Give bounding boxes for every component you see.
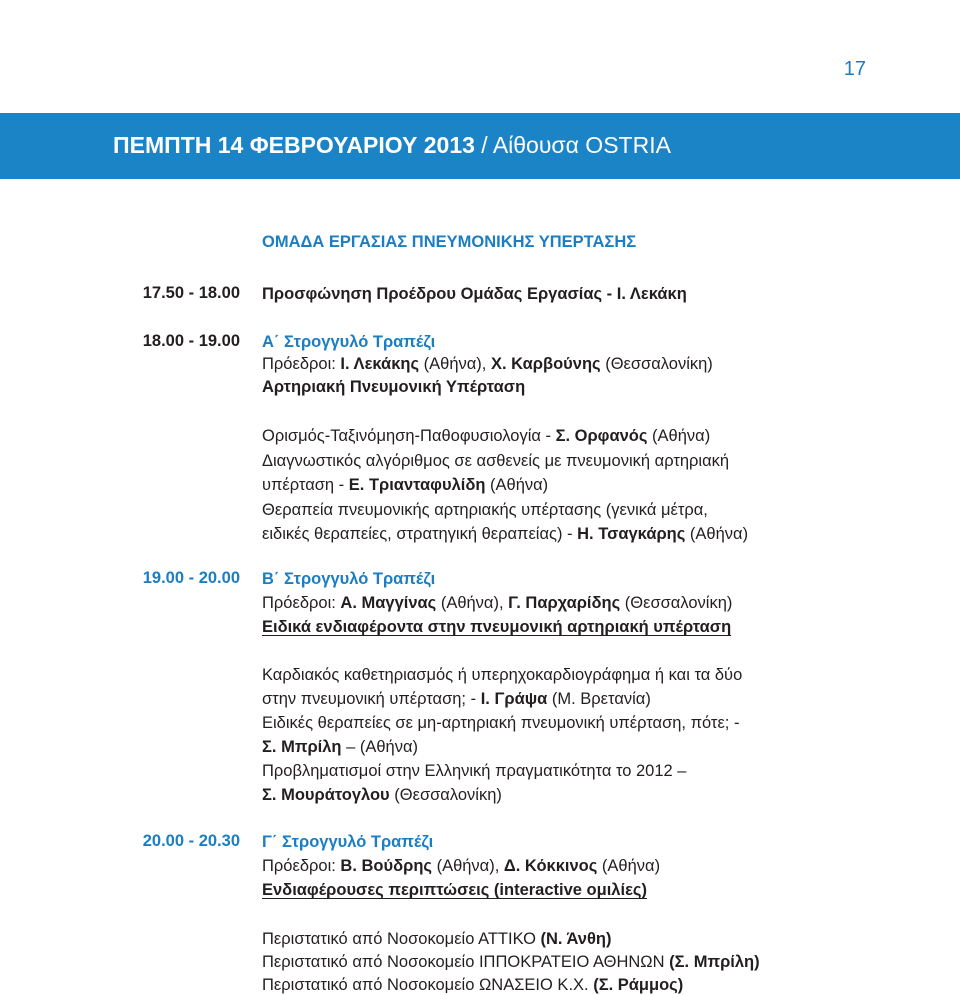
chair-city: (Αθήνα), bbox=[431, 857, 504, 875]
session-3-chairs bbox=[262, 593, 732, 613]
talk-text: ειδικές θεραπείες, στρατηγική θεραπείας) - bbox=[262, 525, 578, 543]
speaker-name: Σ. Ορφανός bbox=[555, 427, 648, 445]
case-line bbox=[262, 929, 611, 949]
talk-text: Ορισμός-Ταξινόμηση-Παθοφυσιολογία - bbox=[262, 427, 556, 445]
speaker-name: Η. Τσαγκάρης bbox=[577, 525, 686, 543]
speaker-city: (Αθήνα) bbox=[685, 525, 749, 543]
session-2-chairs bbox=[262, 354, 713, 374]
talk-text: υπέρταση - bbox=[262, 476, 349, 494]
session-2-title: Α΄ Στρογγυλό Τραπέζι bbox=[262, 333, 436, 351]
session-4-theme: Ενδιαφέρουσες περιπτώσεις (interactive ομιλίες) bbox=[262, 881, 647, 899]
speaker-name: Σ. Μπρίλη bbox=[262, 738, 342, 756]
speaker-name: (Σ. Ράμμος) bbox=[593, 976, 684, 994]
chair-city: (Αθήνα), bbox=[436, 594, 509, 612]
speaker-name: (Σ. Μπρίλη) bbox=[669, 953, 760, 971]
banner-date: ΠΕΜΠΤΗ 14 ΦΕΒΡΟΥΑΡΙΟΥ 2013 bbox=[113, 132, 475, 158]
session-4-time: 20.00 - 20.30 bbox=[142, 832, 240, 850]
chair-name: Α. Μαγγίνας bbox=[340, 594, 437, 612]
talk-line bbox=[262, 689, 651, 709]
session-2-time: 18.00 - 19.00 bbox=[142, 332, 240, 350]
talk-line: Θεραπεία πνευμονικής αρτηριακής υπέρτασης (γενικά μέτρα, bbox=[262, 501, 708, 519]
talk-line bbox=[262, 785, 502, 805]
chairs-label: Πρόεδροι: bbox=[262, 355, 341, 373]
chair-city: (Αθήνα) bbox=[597, 857, 661, 875]
page-number: 17 bbox=[843, 58, 866, 80]
session-1-time: 17.50 - 18.00 bbox=[142, 284, 240, 302]
session-3-theme: Ειδικά ενδιαφέροντα στην πνευμονική αρτηριακή υπέρταση bbox=[262, 618, 732, 636]
chair-name: Γ. Παρχαρίδης bbox=[508, 594, 621, 612]
session-2-theme: Αρτηριακή Πνευμονική Υπέρταση bbox=[262, 378, 526, 396]
case-text: Περιστατικό από Νοσοκομείο ΙΠΠΟΚΡΑΤΕΙΟ ΑΘΗΝΩΝ bbox=[262, 953, 670, 971]
speaker-name: Σ. Μουράτογλου bbox=[262, 786, 390, 804]
talk-line: Καρδιακός καθετηριασμός ή υπερηχοκαρδιογράφημα ή και τα δύο bbox=[262, 666, 743, 684]
session-3-title: Β΄ Στρογγυλό Τραπέζι bbox=[262, 570, 436, 588]
speaker-city: (Αθήνα) bbox=[485, 476, 549, 494]
case-text: Περιστατικό από Νοσοκομείο ΑΤΤΙΚΟ bbox=[262, 930, 541, 948]
talk-line: Διαγνωστικός αλγόριθμος σε ασθενείς με πνευμονική αρτηριακή bbox=[262, 452, 730, 470]
session-4-title: Γ΄ Στρογγυλό Τραπέζι bbox=[262, 833, 434, 851]
chair-city: (Αθήνα), bbox=[419, 355, 491, 373]
speaker-name: Ι. Γράψα bbox=[480, 690, 548, 708]
speaker-name: (Ν. Άνθη) bbox=[540, 930, 612, 948]
chair-name: Β. Βούδρης bbox=[340, 857, 432, 875]
chairs-label: Πρόεδροι: bbox=[262, 857, 341, 875]
speaker-city: (Αθήνα) bbox=[647, 427, 711, 445]
group-title: ΟΜΑΔΑ ΕΡΓΑΣΙΑΣ ΠΝΕΥΜΟΝΙΚΗΣ ΥΠΕΡΤΑΣΗΣ bbox=[262, 233, 637, 251]
speaker-city: (Μ. Βρετανία) bbox=[547, 690, 651, 708]
chair-city: (Θεσσαλονίκη) bbox=[600, 355, 713, 373]
speaker-city: (Θεσσαλονίκη) bbox=[389, 786, 502, 804]
speaker-name: Ε. Τριανταφυλίδη bbox=[348, 476, 486, 494]
banner-separator: / bbox=[474, 132, 493, 158]
banner-room: Αίθουσα OSTRIA bbox=[492, 132, 671, 158]
session-4-chairs bbox=[262, 856, 660, 876]
talk-line bbox=[262, 524, 748, 544]
talk-line bbox=[262, 426, 710, 446]
session-1-title: Προσφώνηση Προέδρου Ομάδας Εργασίας - Ι. Λεκάκη bbox=[262, 285, 687, 303]
chair-city: (Θεσσαλονίκη) bbox=[620, 594, 733, 612]
chair-name: Χ. Καρβούνης bbox=[490, 355, 601, 373]
case-line bbox=[262, 952, 760, 972]
chair-name: Δ. Κόκκινος bbox=[503, 857, 598, 875]
talk-line: Ειδικές θεραπείες σε μη-αρτηριακή πνευμονική υπέρταση, πότε; - bbox=[262, 714, 740, 732]
session-3-time: 19.00 - 20.00 bbox=[142, 569, 240, 587]
case-line bbox=[262, 975, 683, 995]
talk-line bbox=[262, 475, 548, 495]
talk-line bbox=[262, 737, 418, 757]
banner-title bbox=[113, 132, 671, 159]
talk-line: Προβληματισμοί στην Ελληνική πραγματικότητα το 2012 – bbox=[262, 762, 687, 780]
speaker-city: – (Αθήνα) bbox=[341, 738, 418, 756]
chair-name: Ι. Λεκάκης bbox=[340, 355, 420, 373]
talk-text: στην πνευμονική υπέρταση; - bbox=[262, 690, 481, 708]
case-text: Περιστατικό από Νοσοκομείο ΩΝΑΣΕΙΟ Κ.Χ. bbox=[262, 976, 594, 994]
day-banner bbox=[0, 113, 960, 179]
chairs-label: Πρόεδροι: bbox=[262, 594, 341, 612]
